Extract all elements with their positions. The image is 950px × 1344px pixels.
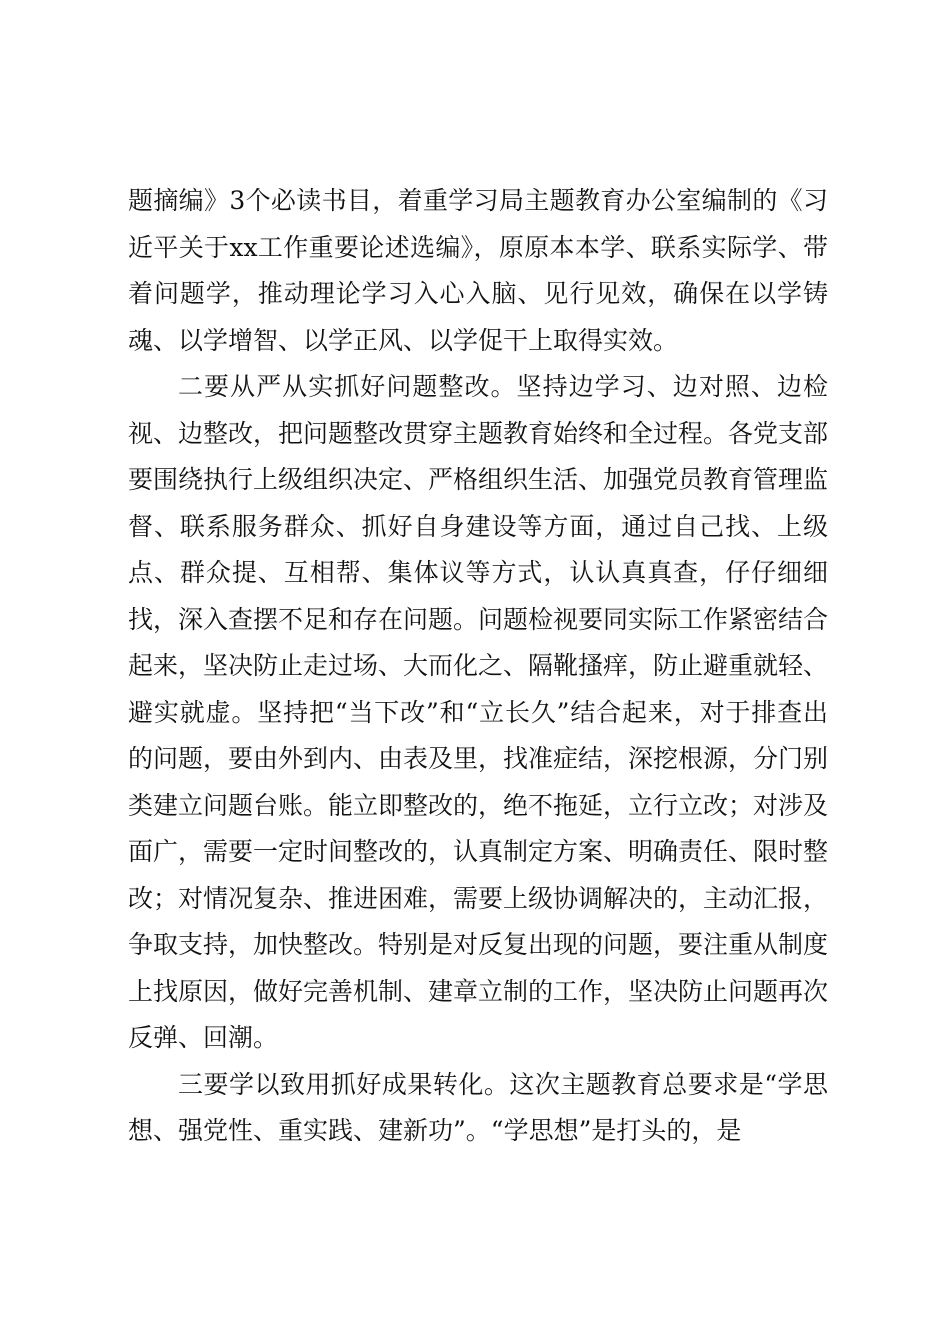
paragraph-problem-rectification: 二要从严从实抓好问题整改。坚持边学习、边对照、边检视、边整改，把问题整改贯穿主题教育始终和全过程。各党支部要围绕执行上级组织决定、严格组织生活、加强党员教育管理监督、联系服务群众、抓好自身建设等方面，通过自己找、上级点、群众提、互相帮、集体议等方式，认认真真查，仔仔细细找，深入查摆不足和存在问题。问题检视要同实际工作紧密结合起来，坚决防止走过场、大而化之、隔靴搔痒，防止避重就轻、避实就虚。坚持把“当下改”和“立长久”结合起来，对于排查出的问题，要由外到内、由表及里，找准症结，深挖根源，分门别类建立问题台账。能立即整改的，绝不拖延，立行立改；对涉及面广，需要一定时间整改的，认真制定方案、明确责任、限时整改；对情况复杂、推进困难，需要上级协调解决的，主动汇报，争取支持，加快整改。特别是对反复出现的问题，要注重从制度上找原因，做好完善机制、建章立制的工作，坚决防止问题再次反弹、回潮。 xyxy=(128,372,829,1052)
paragraph-result-transformation: 三要学以致用抓好成果转化。这次主题教育总要求是“学思想、强党性、重实践、建新功”。“学思想”是打头的，是 xyxy=(128,1069,828,1145)
document-body xyxy=(128,178,828,1155)
paragraph-continued: 题摘编》3个必读书目，着重学习局主题教育办公室编制的《习近平关于xx工作重要论述选编》，原原本本学、联系实际学、带着问题学，推动理论学习入心入脑、见行见效，确保在以学铸魂、以学增智、以学正风、以学促干上取得实效。 xyxy=(128,186,828,355)
